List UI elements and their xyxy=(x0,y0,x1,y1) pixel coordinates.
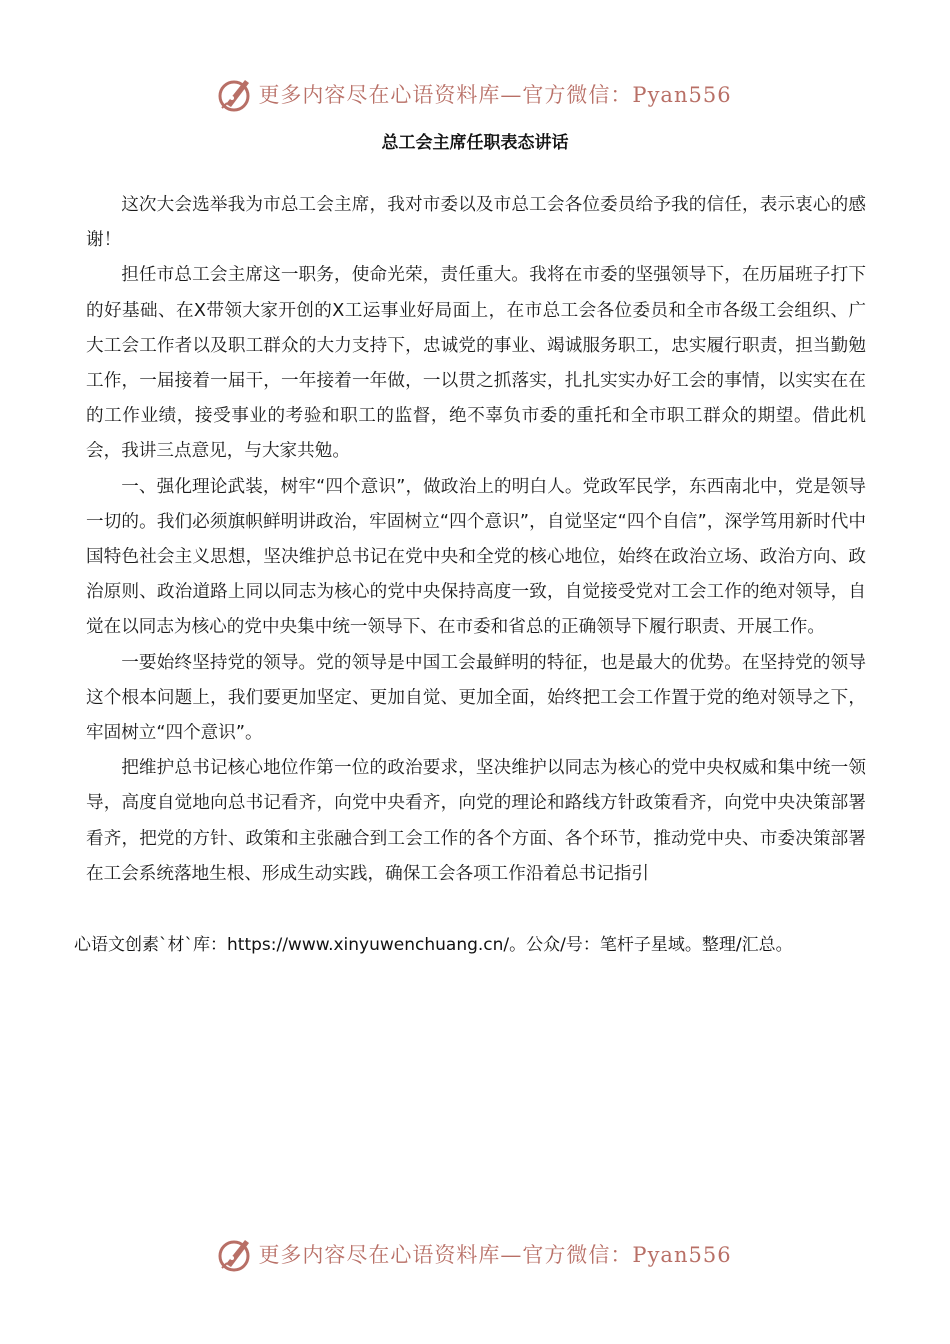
header-banner-text: 更多内容尽在心语资料库—官方微信：Pyan556 xyxy=(258,83,732,107)
paragraph: 担任市总工会主席这一职务，使命光荣，责任重大。我将在市委的坚强领导下，在历届班子打下的好基础、在X带领大家开创的X工运事业好局面上，在市总工会各位委员和全市各级工会组织、广大工会工作者以及职工群众的大力支持下，忠诚党的事业、竭诚服务职工，忠实履行职责，担当勤勉工作，一届接着一届干，一年接着一年做，一以贯之抓落实，扎扎实实办好工会的事情，以实实在在的工作业绩，接受事业的考验和职工的监督，绝不辜负市委的重托和全市职工群众的期望。借此机会，我讲三点意见，与大家共勉。 xyxy=(86,265,866,462)
paragraph: 一要始终坚持党的领导。党的领导是中国工会最鲜明的特征，也是最大的优势。在坚持党的领导这个根本问题上，我们要更加坚定、更加自觉、更加全面，始终把工会工作置于党的绝对领导之下，牢固树立“四个意识”。 xyxy=(86,652,866,744)
footer-banner xyxy=(0,1232,950,1276)
paragraph: 把维护总书记核心地位作第一位的政治要求，坚决维护以同志为核心的党中央权威和集中统一领导，高度自觉地向总书记看齐，向党中央看齐，向党的理论和路线方针政策看齐，向党中央决策部署看齐，把党的方针、政策和主张融合到工会工作的各个方面、各个环节，推动党中央、市委决策部署在工会系统落地生根、形成生动实践，确保工会各项工作沿着总书记指引 xyxy=(86,758,866,884)
pen-logo-icon xyxy=(218,1234,254,1274)
footer-banner-text: 更多内容尽在心语资料库—官方微信：Pyan556 xyxy=(258,1243,732,1267)
header-banner xyxy=(0,72,950,116)
document-body xyxy=(86,188,866,892)
pen-logo-icon xyxy=(218,74,254,114)
document-title: 总工会主席任职表态讲话 xyxy=(381,133,569,153)
source-note: 心语文创素`材`库：https://www.xinyuwenchuang.cn/。公众/号：笔杆子星域。整理/汇总。 xyxy=(74,935,793,955)
paragraph: 这次大会选举我为市总工会主席，我对市委以及市总工会各位委员给予我的信任，表示衷心的感谢！ xyxy=(86,195,866,251)
paragraph: 一、强化理论武装，树牢“四个意识”，做政治上的明白人。党政军民学，东西南北中，党是领导一切的。我们必须旗帜鲜明讲政治，牢固树立“四个意识”，自觉坚定“四个自信”，深学笃用新时代中国特色社会主义思想，坚决维护总书记在党中央和全党的核心地位，始终在政治立场、政治方向、政治原则、政治道路上同以同志为核心的党中央保持高度一致，自觉接受党对工会工作的绝对领导，自觉在以同志为核心的党中央集中统一领导下、在市委和省总的正确领导下履行职责、开展工作。 xyxy=(86,476,866,638)
